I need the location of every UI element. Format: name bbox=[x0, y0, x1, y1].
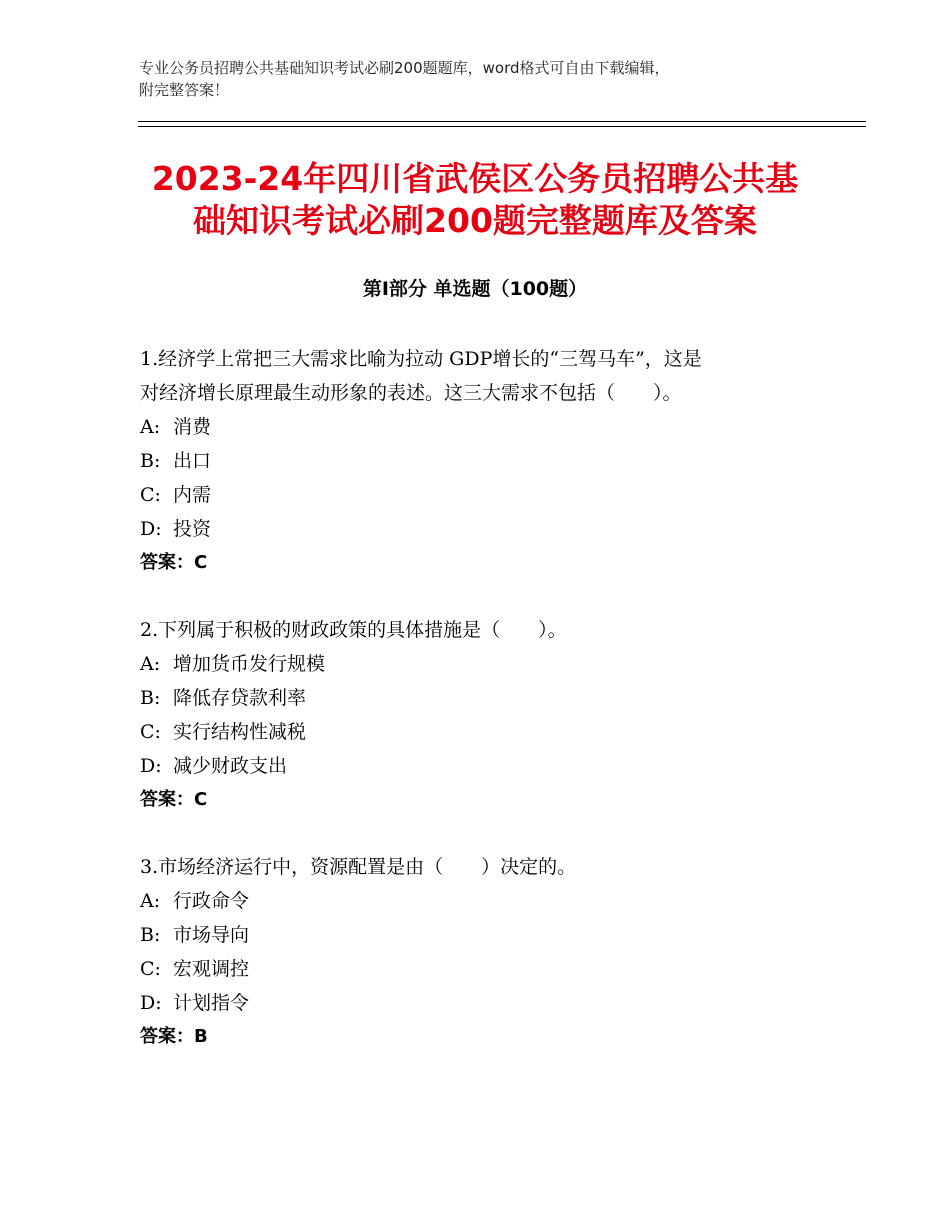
header-note-line-2: 附完整答案！ bbox=[139, 81, 230, 99]
option-letter: A: bbox=[140, 653, 161, 675]
question-3-option-d bbox=[140, 986, 820, 1020]
question-3-option-b bbox=[140, 918, 820, 952]
question-1 bbox=[140, 342, 820, 580]
question-2-option-a bbox=[140, 647, 820, 681]
option-text: 出口 bbox=[173, 450, 212, 472]
option-text: 消费 bbox=[173, 416, 212, 438]
option-letter: C: bbox=[140, 484, 161, 506]
option-letter: A: bbox=[140, 890, 161, 912]
question-3 bbox=[140, 850, 820, 1054]
question-1-option-c bbox=[140, 478, 820, 512]
option-letter: C: bbox=[140, 721, 161, 743]
option-text: 投资 bbox=[173, 518, 212, 540]
option-letter: D: bbox=[140, 992, 162, 1014]
question-2-option-b bbox=[140, 681, 820, 715]
option-letter: C: bbox=[140, 958, 161, 980]
question-3-option-a bbox=[140, 884, 820, 918]
question-1-option-a bbox=[140, 410, 820, 444]
option-text: 行政命令 bbox=[173, 890, 250, 912]
question-2-stem: 2.下列属于积极的财政政策的具体措施是（ ）。 bbox=[140, 619, 567, 641]
option-text: 实行结构性减税 bbox=[173, 721, 307, 743]
question-list bbox=[140, 342, 820, 1087]
header-note bbox=[139, 57, 839, 101]
option-letter: B: bbox=[140, 924, 161, 946]
option-letter: D: bbox=[140, 755, 162, 777]
question-3-answer: 答案：B bbox=[140, 1026, 208, 1047]
question-3-stem: 3.市场经济运行中，资源配置是由（ ）决定的。 bbox=[140, 856, 577, 878]
header-double-rule bbox=[138, 121, 866, 127]
option-text: 增加货币发行规模 bbox=[173, 653, 326, 675]
document-title bbox=[120, 158, 830, 242]
option-letter: D: bbox=[140, 518, 162, 540]
option-text: 降低存贷款利率 bbox=[173, 687, 307, 709]
question-1-stem-line-2: 对经济增长原理最生动形象的表述。这三大需求不包括（ ）。 bbox=[140, 382, 682, 404]
document-title-line-1: 2023-24年四川省武侯区公务员招聘公共基 bbox=[151, 159, 799, 198]
option-letter: B: bbox=[140, 687, 161, 709]
option-text: 宏观调控 bbox=[173, 958, 250, 980]
question-1-option-b bbox=[140, 444, 820, 478]
option-text: 市场导向 bbox=[173, 924, 250, 946]
option-letter: A: bbox=[140, 416, 161, 438]
section-heading: 第Ⅰ部分 单选题（100题） bbox=[362, 278, 588, 300]
question-3-option-c bbox=[140, 952, 820, 986]
question-1-option-d bbox=[140, 512, 820, 546]
option-text: 减少财政支出 bbox=[173, 755, 288, 777]
question-2-option-c bbox=[140, 715, 820, 749]
document-title-line-2: 础知识考试必刷200题完整题库及答案 bbox=[193, 201, 757, 240]
question-1-stem-line-1: 1.经济学上常把三大需求比喻为拉动 GDP增长的“三驾马车”，这是 bbox=[140, 348, 702, 370]
question-2-answer: 答案：C bbox=[140, 789, 208, 810]
header-note-line-1: 专业公务员招聘公共基础知识考试必刷200题题库，word格式可自由下载编辑， bbox=[139, 59, 670, 77]
option-text: 计划指令 bbox=[173, 992, 250, 1014]
option-letter: B: bbox=[140, 450, 161, 472]
option-text: 内需 bbox=[173, 484, 212, 506]
question-2-option-d bbox=[140, 749, 820, 783]
question-2 bbox=[140, 613, 820, 817]
question-1-answer: 答案：C bbox=[140, 552, 208, 573]
